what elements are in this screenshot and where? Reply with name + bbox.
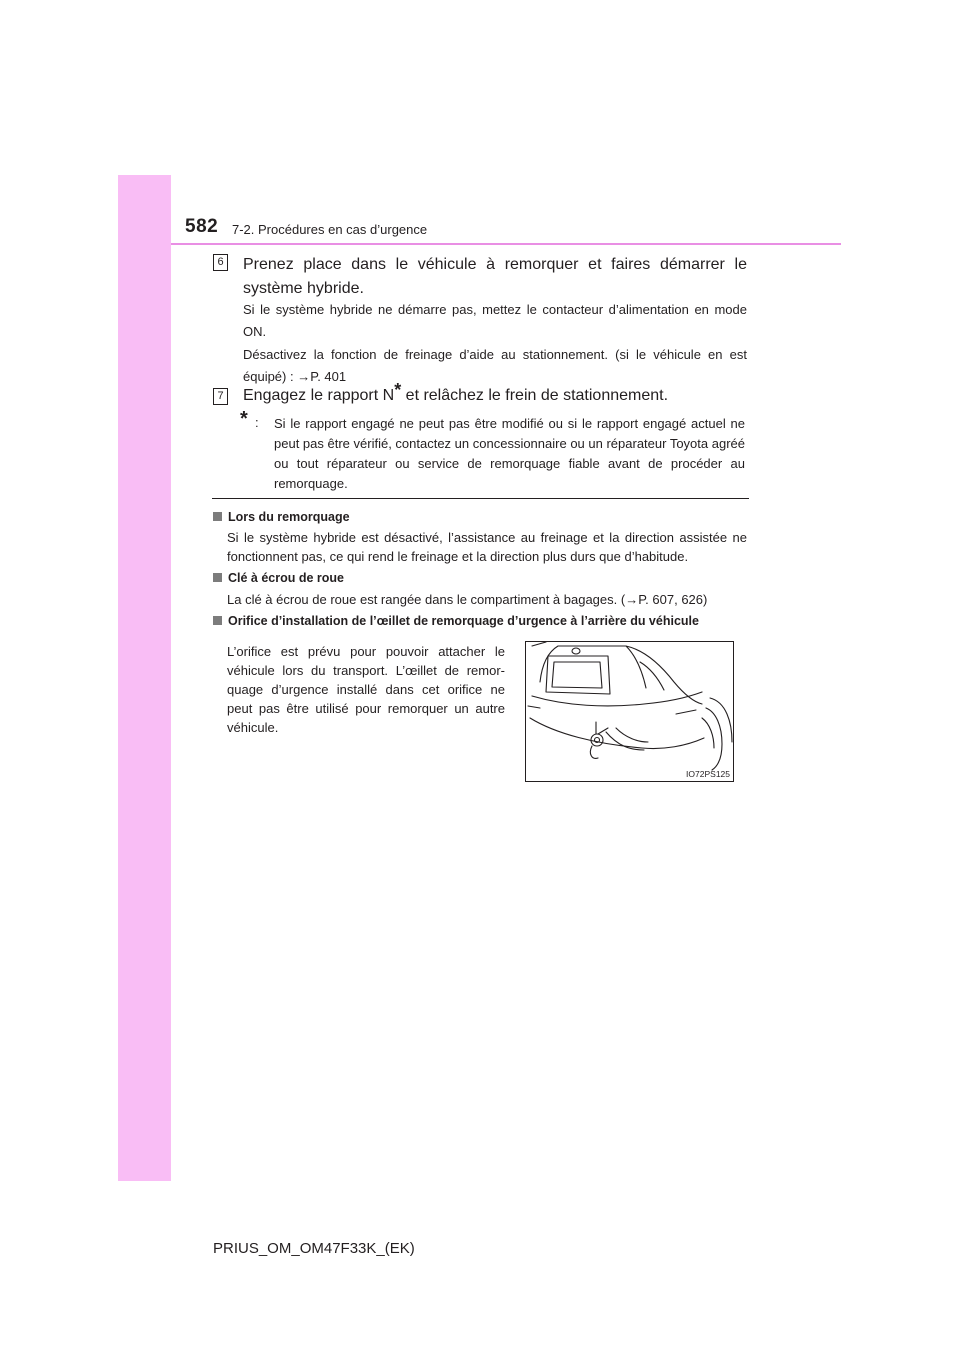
note-heading-wrench-text: Clé à écrou de roue (228, 571, 345, 585)
note-heading-eyelet (213, 614, 699, 628)
square-bullet-icon (213, 573, 222, 582)
step-6-badge: 6 (213, 254, 228, 271)
note-body-eyelet: L’orifice est prévu pour pouvoir attacher le véhicule lors du transport. L’œillet de remor-quage d’urgence installé dans cet orifice ne peut pas être utilisé pour remorquer un autre véhicule. (227, 644, 505, 735)
step-7-title-post: et relâchez le frein de stationnement. (401, 387, 669, 404)
square-bullet-icon (213, 616, 222, 625)
note-heading-towing-text: Lors du remorquage (228, 510, 350, 524)
page-number: 582 (185, 216, 219, 237)
step-6-para-2 (243, 344, 747, 388)
footer-doc-code: PRIUS_OM_OM47F33K_(EK) (213, 1240, 415, 1257)
note-body-towing: Si le système hybride est désactivé, l’assistance au freinage et la direction assistée ne fonctionnent pas, ce qui rend le freinage et la direction plus durs que d’habitude. (227, 530, 747, 564)
step-7-badge: 7 (213, 388, 228, 405)
note-heading-towing (213, 510, 350, 524)
footnote-colon: : (255, 415, 259, 430)
step-7-title-pre: Engagez le rapport N (243, 387, 395, 404)
side-tab (118, 175, 171, 1181)
tow-eyelet-figure (525, 641, 734, 782)
section-title: 7-2. Procédures en cas d’urgence (232, 222, 428, 237)
step-6-para-2-text: Désactivez la fonction de freinage d’aide au stationnement. (si le véhicule en est équipé) : (243, 347, 747, 384)
square-bullet-icon (213, 512, 222, 521)
step-7-star: * (394, 380, 402, 400)
note-heading-eyelet-text: Orifice d’installation de l’œillet de remorquage d’urgence à l’arrière du véhicule (228, 614, 699, 628)
section-divider (212, 498, 749, 499)
step-6-para-1: Si le système hybride ne démarre pas, mettez le contacteur d’alimentation en mode ON. (243, 302, 747, 339)
note-body-wrench: La clé à écrou de roue est rangée dans le compartiment à bagages. (→P. 607, 626) (227, 592, 708, 607)
step-7-title (243, 380, 747, 408)
footnote-text: Si le rapport engagé ne peut pas être modifié ou si le rapport engagé actuel ne peut pas être vérifié, contactez un concessionnaire ou un réparateur Toyota agréé ou tout réparateur ou service de remorquage fiable avant de procéder au remorquage. (274, 416, 745, 491)
note-heading-wrench (213, 571, 344, 585)
car-rear-tow-eyelet-icon (526, 642, 733, 781)
figure-code: IO72PS125 (686, 769, 730, 779)
footnote-star: * (240, 408, 248, 430)
step-6-title: Prenez place dans le véhicule à remorquer et faires démarrer le système hybride. (243, 256, 747, 297)
page-ref-link[interactable]: →P. 401 (297, 369, 347, 384)
header-rule (171, 243, 841, 245)
